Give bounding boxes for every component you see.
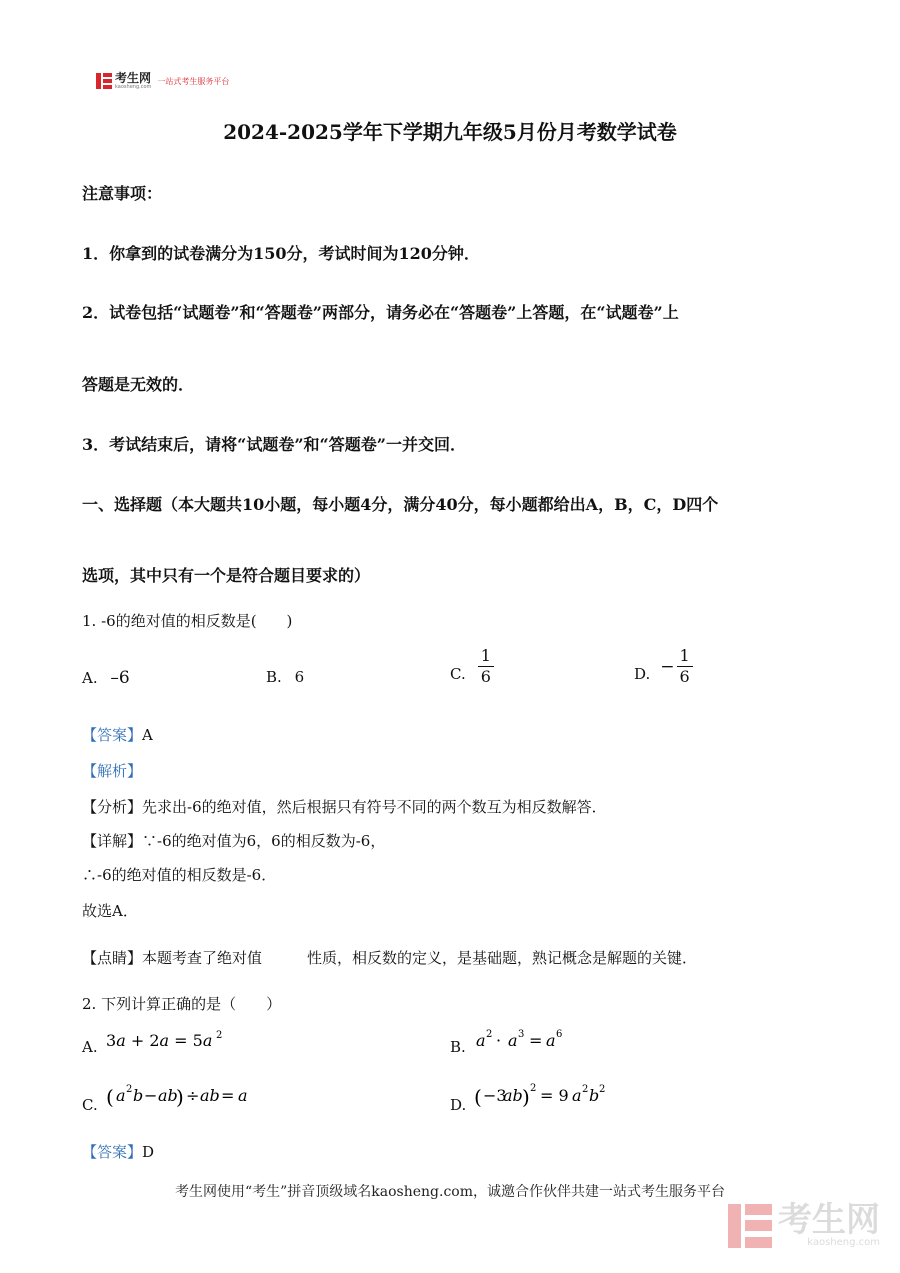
- q1-option-d: [634, 646, 693, 687]
- svg-text:2: 2: [215, 1030, 222, 1041]
- svg-text:3a + 2a = 5a: 3a + 2a = 5a: [105, 1031, 212, 1050]
- notice-item-2-cont: 答题是无效的．: [82, 375, 195, 394]
- notice-item-1: 1．你拿到的试卷满分为150分，考试时间为120分钟．: [82, 244, 480, 263]
- svg-text:(: (: [474, 1085, 483, 1109]
- answer-value: A: [142, 726, 153, 744]
- svg-text:2: 2: [582, 1084, 589, 1095]
- section-heading-line2: 选项，其中只有一个是符合题目要求的）: [82, 566, 371, 585]
- svg-text:2: 2: [485, 1029, 493, 1040]
- svg-text:3: 3: [517, 1029, 525, 1040]
- svg-text:=: =: [528, 1031, 543, 1050]
- page-title: 2024-2025学年下学期九年级5月份月考数学试卷: [223, 120, 677, 144]
- q1-choose: 故选A．: [82, 902, 138, 920]
- option-label: B.: [266, 668, 282, 686]
- formula-c: [104, 1080, 284, 1116]
- svg-text:ab: ab: [503, 1086, 524, 1105]
- svg-text:a: a: [572, 1086, 582, 1105]
- svg-text:6: 6: [555, 1029, 563, 1040]
- formula-d: [472, 1080, 652, 1116]
- q1-answer: [82, 724, 153, 745]
- page-footer: 考生网使用“考生”拼音顶级域名kaosheng.com，诚邀合作伙伴共建一站式考生服务平台: [174, 1184, 726, 1200]
- logo-domain: kaosheng.com: [115, 84, 152, 90]
- q1-fenxi: [82, 796, 607, 817]
- svg-text:ab: ab: [199, 1086, 220, 1105]
- q2-option-b: [450, 1028, 594, 1058]
- svg-text:ab: ab: [157, 1086, 178, 1105]
- option-label: D.: [634, 664, 651, 683]
- q2-option-a: [82, 1028, 244, 1058]
- fraction-numerator: 1: [478, 646, 494, 667]
- svg-text:÷: ÷: [185, 1086, 200, 1105]
- svg-text:=: =: [220, 1086, 235, 1105]
- svg-text:2: 2: [125, 1084, 133, 1095]
- fraction-numerator: 1: [677, 646, 693, 667]
- fraction: [478, 646, 494, 687]
- watermark-name: 考生网: [778, 1200, 880, 1240]
- option-value: 6: [294, 668, 305, 686]
- svg-text:b: b: [132, 1086, 143, 1105]
- header-logo: [96, 72, 229, 90]
- svg-text:): ): [522, 1085, 531, 1109]
- svg-text:·: ·: [495, 1031, 501, 1050]
- q1-dianjing: [82, 947, 697, 968]
- svg-text:): ): [175, 1085, 184, 1109]
- watermark-logo: [728, 1200, 880, 1249]
- svg-text:−3: −3: [483, 1086, 507, 1105]
- fenxi-tag: 【分析】: [82, 798, 143, 816]
- q2-option-d: [450, 1080, 652, 1116]
- svg-text:= 9: = 9: [540, 1086, 569, 1105]
- option-label: D.: [450, 1096, 467, 1114]
- xiangjie-text: ∵-6的绝对值为6，6的相反数为-6，: [142, 832, 386, 850]
- section-heading-line1: 一、选择题（本大题共10小题，每小题4分，满分40分，每小题都给出A，B，C，D四个: [82, 495, 719, 514]
- svg-text:2: 2: [530, 1083, 537, 1094]
- minus-sign: −: [660, 656, 675, 677]
- q1-option-a: [82, 668, 130, 688]
- q1-option-c: [450, 646, 494, 687]
- q2-option-c: [82, 1080, 284, 1116]
- logo-name: 考生网: [115, 71, 152, 85]
- formula-b: [474, 1028, 594, 1058]
- logo-icon: [96, 73, 112, 89]
- svg-text:b: b: [589, 1086, 600, 1105]
- q1-therefore: ∴-6的绝对值的相反数是-6．: [82, 866, 277, 884]
- svg-text:a: a: [545, 1031, 556, 1050]
- svg-text:a: a: [475, 1031, 486, 1050]
- option-label: B.: [450, 1038, 466, 1056]
- answer-tag: 【答案】: [82, 1143, 143, 1161]
- svg-text:a: a: [507, 1031, 518, 1050]
- svg-text:(: (: [105, 1085, 114, 1109]
- fraction-denominator: 6: [480, 667, 491, 686]
- q1-xiangjie: [82, 830, 385, 851]
- svg-text:a: a: [237, 1086, 248, 1105]
- dianjing-tag: 【点睛】: [82, 949, 143, 967]
- option-label: A.: [82, 1038, 98, 1056]
- fraction: [677, 646, 693, 687]
- dianjing-text: 本题考查了绝对值 性质，相反数的定义，是基础题，熟记概念是解题的关键．: [142, 949, 698, 967]
- svg-text:−: −: [143, 1086, 158, 1105]
- q1-option-b: [266, 668, 304, 686]
- option-label: C.: [82, 1096, 98, 1114]
- svg-text:a: a: [115, 1086, 126, 1105]
- fraction-denominator: 6: [679, 667, 690, 686]
- q2-answer: [82, 1141, 154, 1162]
- q1-analysis-tag: 【解析】: [82, 762, 143, 780]
- q2-stem: 2. 下列计算正确的是（ ）: [82, 995, 282, 1013]
- watermark-domain: kaosheng.com: [807, 1237, 880, 1248]
- option-label: A.: [82, 669, 98, 687]
- option-value: –6: [110, 668, 130, 688]
- option-label: C.: [450, 664, 466, 683]
- watermark-icon: [728, 1204, 772, 1248]
- formula-a: [104, 1028, 244, 1058]
- answer-tag: 【答案】: [82, 726, 143, 744]
- svg-text:2: 2: [599, 1084, 606, 1095]
- notice-item-2: 2．试卷包括“试题卷”和“答题卷”两部分，请务必在“答题卷”上答题，在“试题卷”上: [82, 303, 679, 322]
- notice-heading: 注意事项：: [82, 184, 163, 203]
- q1-stem: 1. -6的绝对值的相反数是( ): [82, 612, 293, 630]
- notice-item-3: 3．考试结束后，请将“试题卷”和“答题卷”一并交回．: [82, 435, 466, 454]
- xiangjie-tag: 【详解】: [82, 832, 143, 850]
- logo-slogan: 一站式考生服务平台: [157, 76, 230, 86]
- fenxi-text: 先求出-6的绝对值，然后根据只有符号不同的两个数互为相反数解答．: [142, 798, 607, 816]
- answer-value: D: [142, 1143, 155, 1161]
